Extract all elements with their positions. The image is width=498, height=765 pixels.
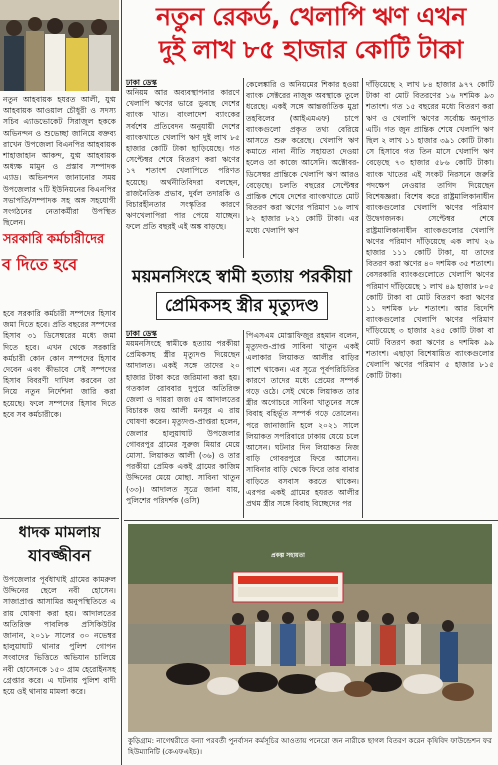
- left-story3-headline-line2: যাবজ্জীবন: [28, 546, 91, 565]
- lead-headline: [124, 0, 498, 72]
- murder-headline: [124, 262, 360, 324]
- lead-headline-line2: দুই লাখ ৮৫ হাজার কোটি টাকা: [158, 35, 464, 64]
- goat-distribution-photo: [128, 524, 492, 732]
- murder-column-2: পিএসএম মোস্তাফিজুর রহমান বলেন, মৃত্যুদণ্ড-প্রাপ্ত সাবিনা খাতুন একই এলাকার লিয়াকত আলীর বাড়ির পাশে থাকেন। এর সূত্রে পূর্বপরিচিতির কারণে তাদের মধ্যে প্রেমের সম্পর্ক গড়ে ওঠে। সেই থেকে লিয়াকত তার স্ত্রীর অগোচরে সাবিনা খাতুনের সঙ্গে বিবাহ বহির্ভূত সম্পর্ক গড়ে তোলেন। পরে জানাজানি হলে ২০২১ সালে লিয়াকত সপরিবারে ঢাকায় যেয়ে চলে আসেন। ঘটনার দিন লিয়াকত নিজ বাড়ি গোবরপুরে ফিরে আসেন। সাবিনার বাড়ি থেকে ফিরে তার বাবার বাড়িতে বসবাস করতে থাকেন। এরপর একই গ্রামের হযরত আলীর প্রথম স্ত্রীর সঙ্গে বিবাহ বিচ্ছেদের পর: [246, 331, 359, 509]
- left-column-rule: [121, 0, 122, 765]
- left-story3-headline-line1: ধাদক মামলায়: [18, 523, 101, 541]
- crowd-photo-graphic: [0, 0, 119, 91]
- lead-column-1: অনিয়ম আর অব্যবস্থাপনার কারণে খেলাপি ঋণের ভারে ডুবছে দেশের ব্যাংক খাত। বাংলাদেশ ব্যাংকের সর্বশেষ প্রতিবেদন অনুযায়ী দেশের ব্যাংকখাতে খেলাপি ঋণ দুই লাখ ৮৫ হাজার কোটি টাকা ছাড়িয়েছে। গত সেপ্টেম্বর শেষে বিতরণ করা ঋণের ১৭ শতাংশ খেলাপিতে পরিণত হয়েছে। অর্থনীতিবিদরা বলছেন, রাজনৈতিক প্রভাব, দুর্বল তদারকি ও বিচারহীনতার সংস্কৃতির কারণে ঋণখেলাপিরা পার পেয়ে যাচ্ছেন। ফলে প্রতি বছরই এই অঙ্ক বাড়ছে।: [126, 88, 240, 232]
- murder-dateline: ঢাকা ডেস্ক: [126, 329, 157, 338]
- lead-col-rule-2: [362, 78, 363, 518]
- photo-caption: কুড়িগ্রাম: নাগেশ্বরীতে বন্যা পরবর্তী পুনর্বাসন কর্মসূচির আওতায় পনেরো জন নারীকে ছাগল বিতরণ করেন কৃষিবিদ ফাউন্ডেশন ফর হিউম্যানিটি (কেএফএইচ)।: [128, 736, 492, 756]
- left-story3-headline: [0, 520, 119, 570]
- lead-column-3: দাঁড়িয়েছে ২ লাখ ৮৪ হাজার ৯৭৭ কোটি টাকা বা মোট বিতরণের ১৬ দশমিক ৯৩ শতাংশ। গত ১৫ বছরের মধ্যে বিতরণ করা ঋণ ও খেলাপি ঋণের সর্বোচ্চ অনুপাত এটি। গত জুন প্রান্তিক শেষে খেলাপি ঋণ ছিল ২ লাখ ১১ হাজার ৩৯১ কোটি টাকা। সে হিসাবে গত তিন মাসে খেলাপি ঋণ বেড়েছে ৭৩ হাজার ৫৮৬ কোটি টাকা। ব্যাংক খাতের এই সংকট নিরসনে জরুরি পদক্ষেপ নেওয়ার তাগিদ দিয়েছেন বিশেষজ্ঞরা। বিশেষ করে রাষ্ট্রমালিকানাধীন ব্যাংকগুলোর খেলাপি ঋণের পরিমাণ উদ্বেগজনক। সেপ্টেম্বর শেষে রাষ্ট্রমালিকানাধীন ব্যাংকগুলোর খেলাপি ঋণের পরিমাণ দাঁড়িয়েছে এক লাখ ২৬ হাজার ১১১ কোটি টাকা, যা তাদের বিতরণ করা ঋণের ৪০ দশমিক ৩৫ শতাংশ। বেসরকারি ব্যাংকগুলোতে খেলাপি ঋণের পরিমাণ দাঁড়িয়েছে ১ লাখ ৪৯ হাজার ৮০৫ কোটি টাকা বা মোট বিতরণ করা ঋণের ১১ দশমিক ৮৮ শতাংশ। আর বিদেশি ব্যাংকগুলোর খেলাপি ঋণের পরিমাণ দাঁড়িয়েছে ৩ হাজার ২৪৫ কোটি টাকা বা মোট বিতরণ করা ঋণের ৪ দশমিক ৯৯ শতাংশ। এছাড়া বিশেষায়িত ব্যাংকগুলোর খেলাপি ঋণের পরিমাণ ৫ হাজার ৮১৫ কোটি টাকা।: [366, 80, 494, 381]
- lead-col-rule-1: [243, 78, 244, 258]
- left-story3-text: উপজেলার পূর্বধাখাই গ্রামের কামরুল উদ্দিনের ছেলে নবী হোসেন। সাজাপ্রাপ্ত আসামির অনুপস্থিতিতে এ রায় ঘোষণা করা হয়। আদালতের অতিরিক্ত পাবলিক প্রসিকিউটর জানান, ২০১৮ সালের ৩০ নভেম্বর হালুয়াঘাট থানার পুলিশ গোপন সংবাদের ভিত্তিতে অভিযান চালিয়ে নবী হোসেনকে ১৫০ গ্রাম হেরোইনসহ গ্রেপ্তার করে। এ ঘটনায় পুলিশ বাদী হয়ে ওই থানায় মামলা করে।: [3, 575, 116, 697]
- lead-column-2: কেলেঙ্কারি ও অনিয়মের শিকার হওয়া ব্যাংক সেক্টরের নাজুক অবস্থাকে তুলে ধরেছে। একই সঙ্গে আন্তর্জাতিক মুদ্রা তহবিলের (আইএমএফ) চাপে ব্যাংকগুলো প্রকৃত তথ্য বেরিয়ে আসতে শুরু করেছে। খেলাপি ঋণ কমাতে নানা নীতি সহায়তা দেওয়া হলেও তা কাজে আসেনি। অক্টোবর-ডিসেম্বর প্রান্তিকে খেলাপি ঋণ আরও বেড়েছে। চলতি বছরের সেপ্টেম্বর প্রান্তিক শেষে দেশের ব্যাংকখাতে মোট বিতরণ করা ঋণের পরিমাণ ১৬ লাখ ৮২ হাজার ৮২১ কোটি টাকা। এর মধ্যে খেলাপি ঋণ: [246, 80, 359, 235]
- left-divider: [0, 518, 119, 519]
- project-banner: প্রকল্প সহায়তা: [271, 552, 305, 559]
- photo-top-rule: [124, 520, 498, 521]
- left-story2-headline-line2: ব দিতে হবে: [2, 255, 78, 274]
- murder-headline-line2: প্রেমিকসহ স্ত্রীর মৃত্যুদণ্ড: [156, 292, 328, 320]
- left-story2-headline: [0, 228, 119, 286]
- left-top-photo: [0, 0, 119, 91]
- left-story2-headline-line1: সরকারি কর্মচারীদের: [3, 232, 105, 247]
- murder-headline-line1: ময়মনসিংহে স্বামী হত্যায় পরকীয়া: [132, 267, 352, 287]
- lead-headline-line1: নতুন রেকর্ড, খেলাপি ঋণ এখন: [156, 2, 466, 31]
- left-story2-text: হবে সরকারি কর্মচারী সম্পদের হিসাব জমা দিতে হবে। প্রতি বছরের সম্পদের হিসাব ৩১ ডিসেম্বরের মধ্যে জমা দিতে হবে। এখন থেকে সরকারি কর্মচারী কোন কোন সম্পদের হিসাব দেবেন এবং কীভাবে সেই সম্পদের হিসাব বিবরণী দাখিল করবেন তা নিয়ে নতুন নির্দেশনা জারি করা হয়েছে। ফলে সম্পদের হিসাব দিতে হবে সব কর্মচারীকে।: [3, 309, 116, 419]
- left-top-story-text: নতুন আহবায়ক হযরত আলী, যুগ্ম আহবায়ক আওয়াল চৌধুরী ও সদস্য সচিব এ্যাডভোকেট সিরাজুল হককে অভিনন্দন ও শুভেচ্ছা জানিয়ে বক্তব্য রাখেন উপজেলা বিএনপির আহবায়ক শাহাজাহান আকন্দ, যুগ্ম আহবায়ক অধ্যক্ষ মামুন ও প্রস্তাব সম্পাদক এ্যাড। অভিনন্দন জানানোর সময় উপজেলার ৭টি ইউনিয়নের বিএনপির সভাপতি/সম্পাদক সহ অঙ্গ সহযোগী সংগঠনের নেতাকর্মীরা উপস্থিত ছিলেন।: [3, 95, 116, 228]
- murder-col-rule: [243, 330, 244, 518]
- murder-column-1: ময়মনসিংহে স্বামীকে হত্যায় পরকীয়া প্রেমিকসহ স্ত্রীর মৃত্যুদণ্ড দিয়েছেন আদালত। একই সঙ্গে তাদের ২০ হাজার টাকা করে জরিমানা করা হয়। গতকাল রোববার দুপুরে অতিরিক্ত জেলা ও দায়রা জজ ৫ম আদালতের বিচারক জয় আলী মনসুর এ রায় ঘোষণা করেন। মৃত্যুদণ্ড-প্রাপ্তরা হলেন, জেলার হালুয়াঘাট উপজেলার গোবরপুর গ্রামের সুরুজ মিয়ার মেয়ে মোসা. লিয়াকত আলী (৩৬) ও তার পরকীয়া প্রেমিক একই গ্রামের কাজিম উদ্দিনের মেয়ে মোছা. সাবিনা খাতুন (৩৩)। আদালত সূত্রে জানা যায়, পুলিশের পরিদর্শক (ওসি): [126, 339, 240, 505]
- lead-dateline: ঢাকা ডেস্ক: [126, 78, 157, 87]
